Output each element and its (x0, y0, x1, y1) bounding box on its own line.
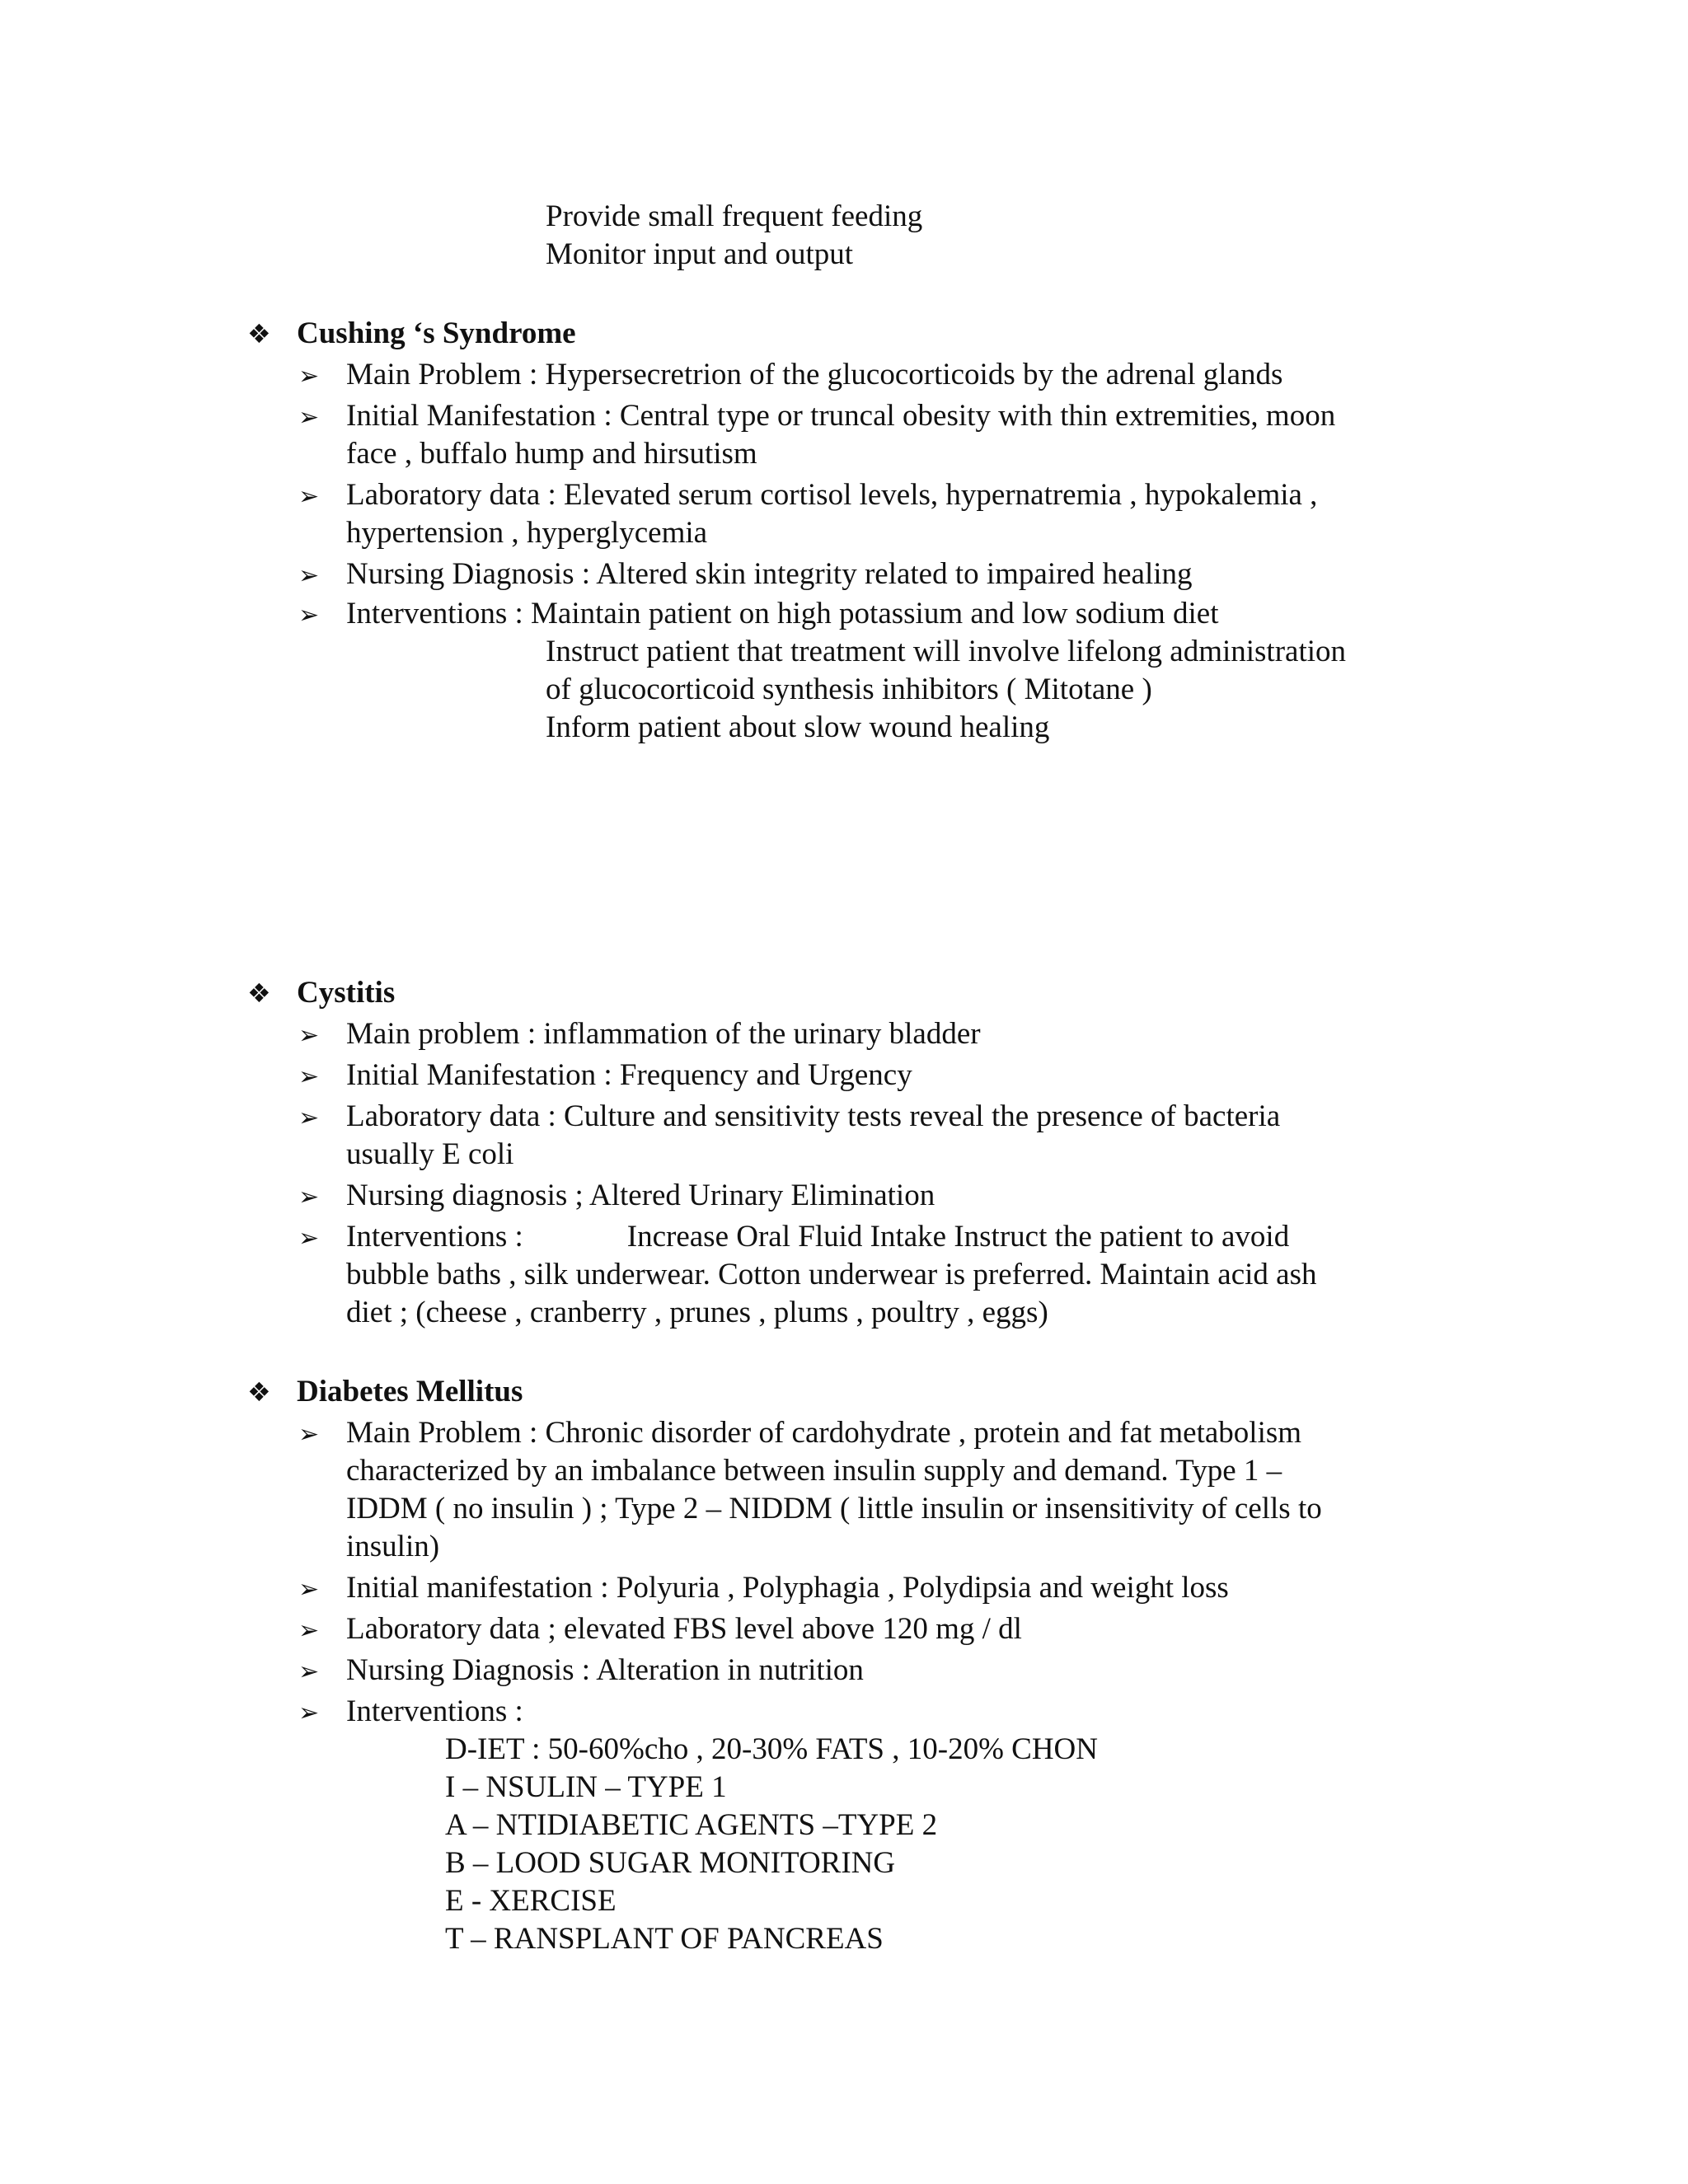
list-item-continuation: Instruct patient that treatment will involve lifelong administration (546, 635, 1347, 668)
arrow-bullet-icon: ➢ (298, 1062, 320, 1091)
intro-line: Monitor input and output (546, 237, 854, 271)
list-item-continuation: of glucocorticoid synthesis inhibitors ( Mitotane ) (546, 673, 1152, 706)
list-item: ➢ Interventions : Increase Oral Fluid Intake Instruct the patient to avoid (298, 1218, 1289, 1258)
list-item-continuation: insulin) (346, 1530, 440, 1563)
diamond-bullet-icon: ❖ (247, 1376, 271, 1408)
diamond-bullet-icon: ❖ (247, 318, 271, 349)
list-item: ➢ Initial Manifestation : Frequency and Urgency (298, 1057, 912, 1096)
arrow-bullet-icon: ➢ (298, 1420, 320, 1449)
section-title: Diabetes Mellitus (297, 1375, 523, 1408)
list-item: ➢ Initial manifestation : Polyuria , Polyphagia , Polydipsia and weight loss (298, 1569, 1229, 1609)
arrow-bullet-icon: ➢ (298, 1657, 320, 1686)
mnemonic-line: E - XERCISE (445, 1884, 617, 1918)
arrow-bullet-icon: ➢ (298, 1699, 320, 1727)
list-item: ➢ Laboratory data ; elevated FBS level above 120 mg / dl (298, 1610, 1022, 1650)
list-item-continuation: bubble baths , silk underwear. Cotton underwear is preferred. Maintain acid ash (346, 1258, 1317, 1291)
list-item: ➢ Laboratory data : Culture and sensitivity tests reveal the presence of bacteria (298, 1098, 1280, 1137)
section-heading-cushing (247, 315, 576, 353)
diamond-bullet-icon: ❖ (247, 977, 271, 1009)
list-item: ➢ Nursing Diagnosis : Altered skin integrity related to impaired healing (298, 555, 1193, 595)
arrow-bullet-icon: ➢ (298, 561, 320, 590)
list-item-continuation: diet ; (cheese , cranberry , prunes , plums , poultry , eggs) (346, 1296, 1048, 1329)
list-item: ➢ Interventions : (298, 1693, 523, 1732)
list-item-continuation: characterized by an imbalance between insulin supply and demand. Type 1 – (346, 1454, 1282, 1488)
list-item: ➢ Nursing diagnosis ; Altered Urinary Elimination (298, 1177, 935, 1216)
arrow-bullet-icon: ➢ (298, 403, 320, 432)
mnemonic-line: A – NTIDIABETIC AGENTS –TYPE 2 (445, 1808, 938, 1842)
section-title: Cystitis (297, 976, 396, 1010)
mnemonic-line: I – NSULIN – TYPE 1 (445, 1770, 727, 1804)
arrow-bullet-icon: ➢ (298, 482, 320, 511)
list-item-continuation: Inform patient about slow wound healing (546, 710, 1050, 744)
list-item: ➢ Initial Manifestation : Central type or truncal obesity with thin extremities, moon (298, 397, 1335, 437)
intro-line: Provide small frequent feeding (546, 199, 923, 233)
section-heading-cystitis (247, 974, 395, 1012)
list-item-continuation: face , buffalo hump and hirsutism (346, 437, 757, 471)
list-item-continuation: usually E coli (346, 1137, 514, 1171)
list-item-continuation: hypertension , hyperglycemia (346, 516, 708, 550)
arrow-bullet-icon: ➢ (298, 1616, 320, 1645)
mnemonic-line: D-IET : 50-60%cho , 20-30% FATS , 10-20% CHON (445, 1732, 1098, 1766)
list-item: ➢ Laboratory data : Elevated serum cortisol levels, hypernatremia , hypokalemia , (298, 476, 1317, 516)
list-item: ➢ Main Problem : Chronic disorder of cardohydrate , protein and fat metabolism (298, 1414, 1301, 1454)
arrow-bullet-icon: ➢ (298, 601, 320, 630)
list-item: ➢ Interventions : Maintain patient on high potassium and low sodium diet (298, 595, 1218, 635)
arrow-bullet-icon: ➢ (298, 1575, 320, 1604)
arrow-bullet-icon: ➢ (298, 1183, 320, 1212)
arrow-bullet-icon: ➢ (298, 1104, 320, 1132)
arrow-bullet-icon: ➢ (298, 1021, 320, 1050)
mnemonic-line: B – LOOD SUGAR MONITORING (445, 1846, 896, 1880)
section-heading-diabetes (247, 1373, 523, 1411)
arrow-bullet-icon: ➢ (298, 362, 320, 391)
arrow-bullet-icon: ➢ (298, 1224, 320, 1253)
mnemonic-line: T – RANSPLANT OF PANCREAS (445, 1922, 884, 1956)
list-item: ➢ Nursing Diagnosis : Alteration in nutrition (298, 1652, 864, 1691)
list-item: ➢ Main Problem : Hypersecretrion of the glucocorticoids by the adrenal glands (298, 356, 1282, 396)
section-title: Cushing ‘s Syndrome (297, 316, 576, 350)
list-item-continuation: IDDM ( no insulin ) ; Type 2 – NIDDM ( little insulin or insensitivity of cells to (346, 1492, 1322, 1526)
list-item: ➢ Main problem : inflammation of the urinary bladder (298, 1015, 981, 1055)
